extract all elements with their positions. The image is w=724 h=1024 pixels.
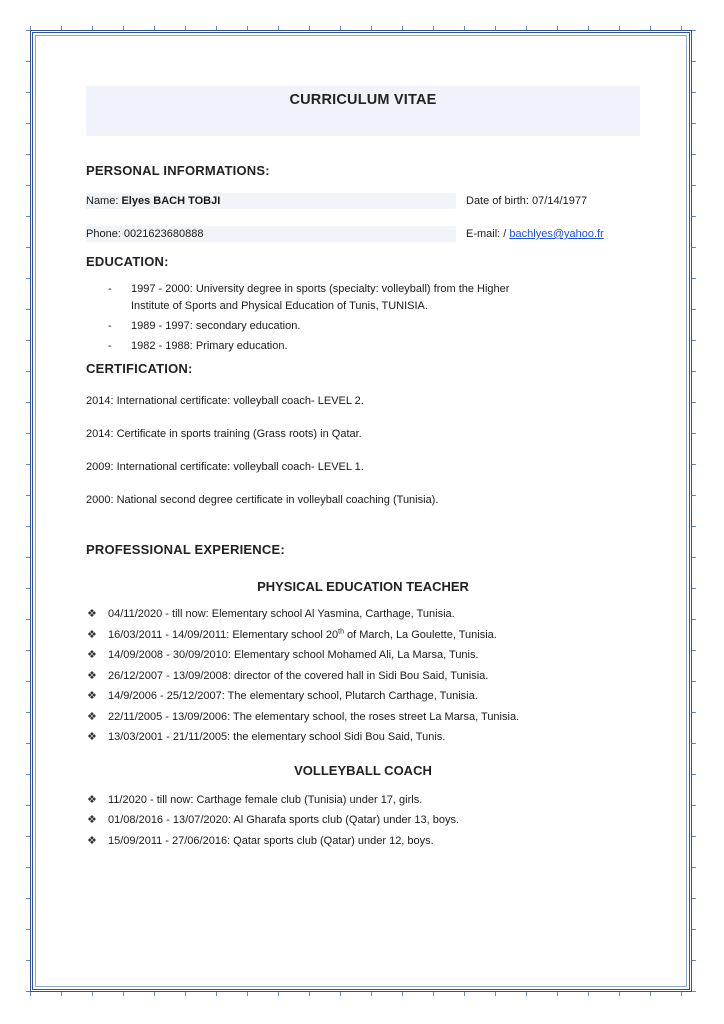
certification-heading: CERTIFICATION: [86,361,193,376]
list-item: ❖ 14/09/2008 - 30/09/2010: Elementary school Mohamed Ali, La Marsa, Tunis. [86,645,640,666]
diamond-bullet-icon: ❖ [87,731,97,743]
list-item: ❖ 13/03/2001 - 21/11/2005: the elementary school Sidi Bou Said, Tunis. [86,727,640,748]
list-item: ❖ 01/08/2016 - 13/07/2020: Al Gharafa sports club (Qatar) under 13, boys. [86,810,640,831]
coach-list [86,790,640,852]
list-item: - 1997 - 2000: University degree in sports (specialty: volleyball) from the Higher Institute of Sports and Physical Education of Tunis, TUNISIA. [108,283,510,312]
phone-field: Phone: 0021623680888 [86,226,456,242]
personal-heading: PERSONAL INFORMATIONS: [86,163,270,178]
education-list [86,281,640,355]
page-title: CURRICULUM VITAE [289,92,437,108]
certification-item: 2009: International certificate: volleyball coach- LEVEL 1. [86,461,364,473]
email-field [466,226,604,242]
phone-row [86,226,640,244]
dash-icon: - [108,320,112,332]
certification-item: 2014: Certificate in sports training (Grass roots) in Qatar. [86,428,362,440]
list-item: ❖ 14/9/2006 - 25/12/2007: The elementary school, Plutarch Carthage, Tunisia. [86,686,640,707]
name-row [86,193,640,211]
title-band [86,86,640,136]
cv-document [86,86,640,851]
page-border-ticks-right [692,30,696,992]
diamond-bullet-icon: ❖ [87,608,97,620]
dob-field: Date of birth: 07/14/1977 [466,195,588,207]
coach-subtitle: VOLLEYBALL COACH [294,762,432,778]
list-item: ❖ 26/12/2007 - 13/09/2008: director of the covered hall in Sidi Bou Said, Tunisia. [86,666,640,687]
diamond-bullet-icon: ❖ [87,690,97,702]
diamond-bullet-icon: ❖ [87,834,97,847]
education-heading: EDUCATION: [86,254,169,269]
certification-item: 2000: National second degree certificate in volleyball coaching (Tunisia). [86,494,439,506]
teacher-list [86,604,640,748]
list-item: ❖ 16/03/2011 - 14/09/2011: Elementary school 20th of March, La Goulette, Tunisia. [86,625,640,646]
email-link[interactable]: bachlyes@yahoo.fr [509,228,604,240]
diamond-bullet-icon: ❖ [87,710,97,723]
dash-icon: - [108,340,112,352]
certification-item: 2014: International certificate: volleyball coach- LEVEL 2. [86,395,364,407]
list-item: ❖ 11/2020 - till now: Carthage female club (Tunisia) under 17, girls. [86,790,640,811]
diamond-bullet-icon: ❖ [87,628,97,641]
name-value: Elyes BACH TOBJI [121,195,221,207]
dash-icon: - [108,283,112,295]
diamond-bullet-icon: ❖ [87,669,97,682]
email-label: E-mail: / [466,228,510,240]
diamond-bullet-icon: ❖ [87,793,97,806]
name-field [86,193,456,209]
teacher-subtitle: PHYSICAL EDUCATION TEACHER [257,579,469,594]
diamond-bullet-icon: ❖ [87,649,97,661]
name-label: Name: [86,195,122,207]
list-item: - 1982 - 1988: Primary education. [86,338,640,355]
list-item: ❖ 04/11/2020 - till now: Elementary school Al Yasmina, Carthage, Tunisia. [86,604,640,625]
list-item: - 1989 - 1997: secondary education. [86,318,640,335]
list-item: ❖ 15/09/2011 - 27/06/2016: Qatar sports club (Qatar) under 12, boys. [86,831,640,852]
list-item: ❖ 22/11/2005 - 13/09/2006: The elementary school, the roses street La Marsa, Tunisia. [86,707,640,728]
diamond-bullet-icon: ❖ [87,814,97,826]
page-border-ticks-bottom [30,992,692,996]
experience-heading: PROFESSIONAL EXPERIENCE: [86,542,285,557]
